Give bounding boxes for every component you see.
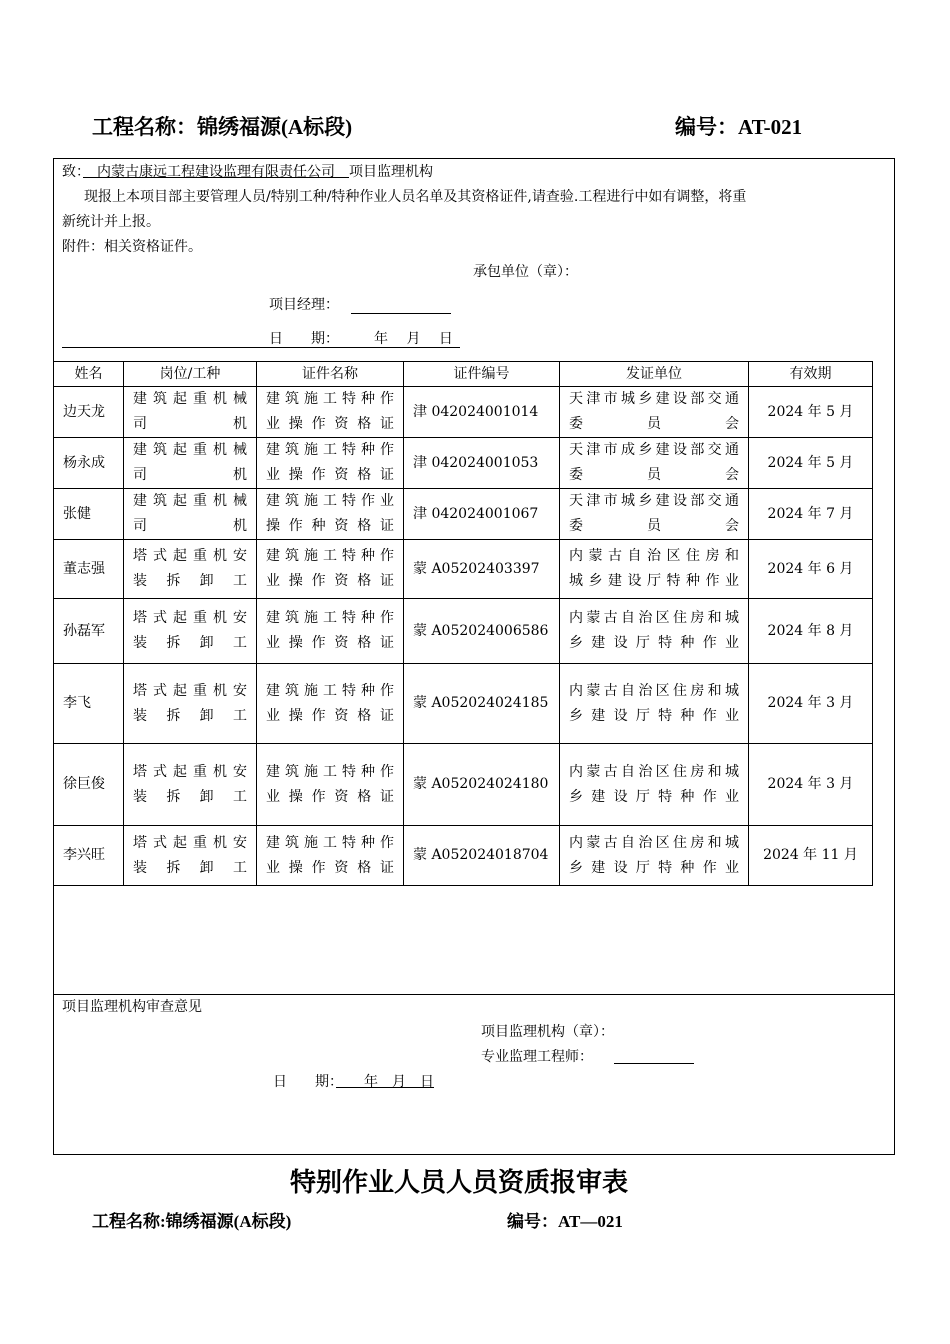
cell-post-line: 建筑起重机械 [133,442,247,458]
project-manager-signature-line [351,313,451,314]
cell-cert-name [257,826,404,886]
cell-issuer-line: 委员会 [569,518,739,534]
cell-validity: 2024 年 3 月 [749,744,873,826]
cell-name: 张健 [54,489,124,540]
cell-cert-name-line: 业操作资格证 [266,859,394,876]
cell-issuer [560,664,749,744]
footer-project-name: 工程名称:锦绣福源(A标段) [92,1212,292,1231]
cell-post-line: 塔式起重机安 [133,682,247,699]
cell-cert-name [257,599,404,664]
supervision-org-seal-label: 项目监理机构（章）： [481,1024,614,1040]
cell-cert-name [257,664,404,744]
cell-name: 孙磊军 [54,599,124,664]
cell-post [124,540,257,599]
form-title: 特别作业人员人员资质报审表 [290,1168,629,1198]
cell-cert-name-line: 业操作资格证 [266,467,394,483]
table-row [54,744,873,826]
contractor-seal-label: 承包单位（章）： [473,264,578,280]
cell-cert-name-line: 建筑施工特种作 [266,763,394,780]
cell-issuer [560,489,749,540]
cell-post-line: 装拆卸工 [133,859,247,876]
cell-post-line: 装拆卸工 [133,788,247,805]
cell-post [124,599,257,664]
cell-validity: 2024 年 7 月 [749,489,873,540]
review-date [273,1074,434,1090]
attachment-note: 附件：相关资格证件。 [62,239,202,255]
personnel-table [53,361,873,886]
cell-post [124,387,257,438]
cell-cert-name-line: 业操作资格证 [266,788,394,805]
cell-cert-name [257,540,404,599]
cell-validity: 2024 年 5 月 [749,438,873,489]
cell-issuer [560,540,749,599]
cell-cert-number: 津 042024001067 [404,489,560,540]
cell-cert-name-line: 业操作资格证 [266,573,394,589]
cell-cert-number: 津 042024001014 [404,387,560,438]
cell-validity: 2024 年 6 月 [749,540,873,599]
cell-issuer-line: 天津市城乡建设部交通 [569,493,739,509]
cell-validity: 2024 年 11 月 [749,826,873,886]
cell-issuer-line: 天津市城乡建设部交通 [569,391,739,407]
cell-post-line: 塔式起重机安 [133,610,247,626]
cell-issuer-line: 天津市成乡建设部交通 [569,442,739,458]
cell-issuer-line: 委员会 [569,467,739,483]
cell-post-line: 装拆卸工 [133,573,247,589]
table-row [54,387,873,438]
addressee-prefix: 致： [62,164,83,180]
cell-name: 董志强 [54,540,124,599]
cell-issuer-line: 乡建设厅特种作业 [569,635,739,651]
footer-form-number: 编号：AT—021 [507,1212,623,1231]
letter-body-line1: 现报上本项目部主要管理人员/特别工种/特种作业人员名单及其资格证件,请查验.工程进行中如有调整，将重 [84,189,747,205]
cell-cert-name-line: 建筑施工特种作 [266,442,394,458]
letter-date-underline [62,347,460,348]
cell-cert-name-line: 建筑施工特种作 [266,548,394,564]
review-section-divider [53,994,895,995]
cell-cert-name [257,387,404,438]
cell-issuer-line: 乡建设厅特种作业 [569,707,739,724]
cell-issuer [560,387,749,438]
cell-cert-name [257,489,404,540]
addressee-org: 内蒙古康远工程建设监理有限责任公司 [97,164,335,180]
cell-cert-number: 蒙 A052024006586 [404,599,560,664]
cell-validity: 2024 年 5 月 [749,387,873,438]
project-manager-label: 项目经理： [269,297,339,313]
cell-cert-number: 蒙 A052024024185 [404,664,560,744]
table-row [54,664,873,744]
cell-post-line: 司机 [133,518,247,534]
cell-cert-name-line: 建筑施工特种作 [266,610,394,626]
col-header-name: 姓名 [54,362,124,387]
table-row [54,826,873,886]
cell-issuer [560,599,749,664]
cell-issuer-line: 内蒙古自治区住房和城 [569,682,739,699]
engineer-signature-line [614,1063,694,1064]
table-row [54,540,873,599]
cell-post [124,664,257,744]
cell-cert-name-line: 建筑施工特种作 [266,834,394,851]
cell-name: 徐巨俊 [54,744,124,826]
cell-issuer [560,744,749,826]
cell-cert-name [257,744,404,826]
cell-validity: 2024 年 3 月 [749,664,873,744]
table-row [54,438,873,489]
cell-cert-name-line: 建筑施工特种作 [266,682,394,699]
letter-body-line2: 新统计并上报。 [62,214,160,230]
cell-issuer-line: 内蒙古自治区住房和城 [569,763,739,780]
review-date-label: 日 期： [273,1074,336,1090]
cell-issuer [560,438,749,489]
cell-issuer-line: 乡建设厅特种作业 [569,859,739,876]
cell-name: 李飞 [54,664,124,744]
table-body [54,387,873,886]
cell-name: 边天龙 [54,387,124,438]
cell-cert-number: 蒙 A05202403397 [404,540,560,599]
addressee-line [62,164,433,180]
cell-cert-name-line: 操作种资格证 [266,518,394,534]
cell-post-line: 装拆卸工 [133,707,247,724]
cell-cert-number: 蒙 A052024024180 [404,744,560,826]
col-header-post: 岗位/工种 [124,362,257,387]
cell-issuer [560,826,749,886]
col-header-issuer: 发证单位 [560,362,749,387]
cell-issuer-line: 委员会 [569,416,739,432]
cell-post-line: 塔式起重机安 [133,834,247,851]
cell-cert-name-line: 建筑施工特种作 [266,391,394,407]
cell-cert-number: 蒙 A052024018704 [404,826,560,886]
letter-date-label: 日 期： 年 月 日 [269,331,453,347]
cell-post-line: 司机 [133,467,247,483]
cell-post [124,438,257,489]
cell-cert-name-line: 业操作资格证 [266,416,394,432]
cell-name: 李兴旺 [54,826,124,886]
cell-post [124,826,257,886]
cell-issuer-line: 内蒙古自治区住房和城 [569,834,739,851]
cell-cert-name-line: 业操作资格证 [266,707,394,724]
cell-post [124,744,257,826]
form-number-header: 编号：AT-021 [675,115,803,139]
review-date-value: 年 月 日 [336,1074,434,1090]
table-row [54,489,873,540]
cell-issuer-line: 内蒙古自治区住房和 [569,548,739,564]
addressee-suffix: 项目监理机构 [349,164,433,180]
col-header-validity: 有效期 [749,362,873,387]
cell-post [124,489,257,540]
cell-post-line: 装拆卸工 [133,635,247,651]
cell-validity: 2024 年 8 月 [749,599,873,664]
cell-issuer-line: 乡建设厅特种作业 [569,788,739,805]
cell-cert-name-line: 业操作资格证 [266,635,394,651]
cell-cert-number: 津 042024001053 [404,438,560,489]
cell-post-line: 建筑起重机械 [133,391,247,407]
supervising-engineer-label: 专业监理工程师： [481,1049,593,1065]
cell-post-line: 塔式起重机安 [133,763,247,780]
col-header-cert-name: 证件名称 [257,362,404,387]
cell-cert-name [257,438,404,489]
cell-name: 杨永成 [54,438,124,489]
table-header-row [54,362,873,387]
cell-post-line: 建筑起重机械 [133,493,247,509]
cell-post-line: 塔式起重机安 [133,548,247,564]
cell-issuer-line: 城乡建设厅特种作业 [569,573,739,589]
col-header-cert-number: 证件编号 [404,362,560,387]
review-title: 项目监理机构审查意见 [62,999,202,1015]
cell-cert-name-line: 建筑施工特作业 [266,493,394,509]
cell-post-line: 司机 [133,416,247,432]
table-row [54,599,873,664]
project-name-header: 工程名称：锦绣福源(A标段) [92,115,353,139]
cell-issuer-line: 内蒙古自治区住房和城 [569,610,739,626]
